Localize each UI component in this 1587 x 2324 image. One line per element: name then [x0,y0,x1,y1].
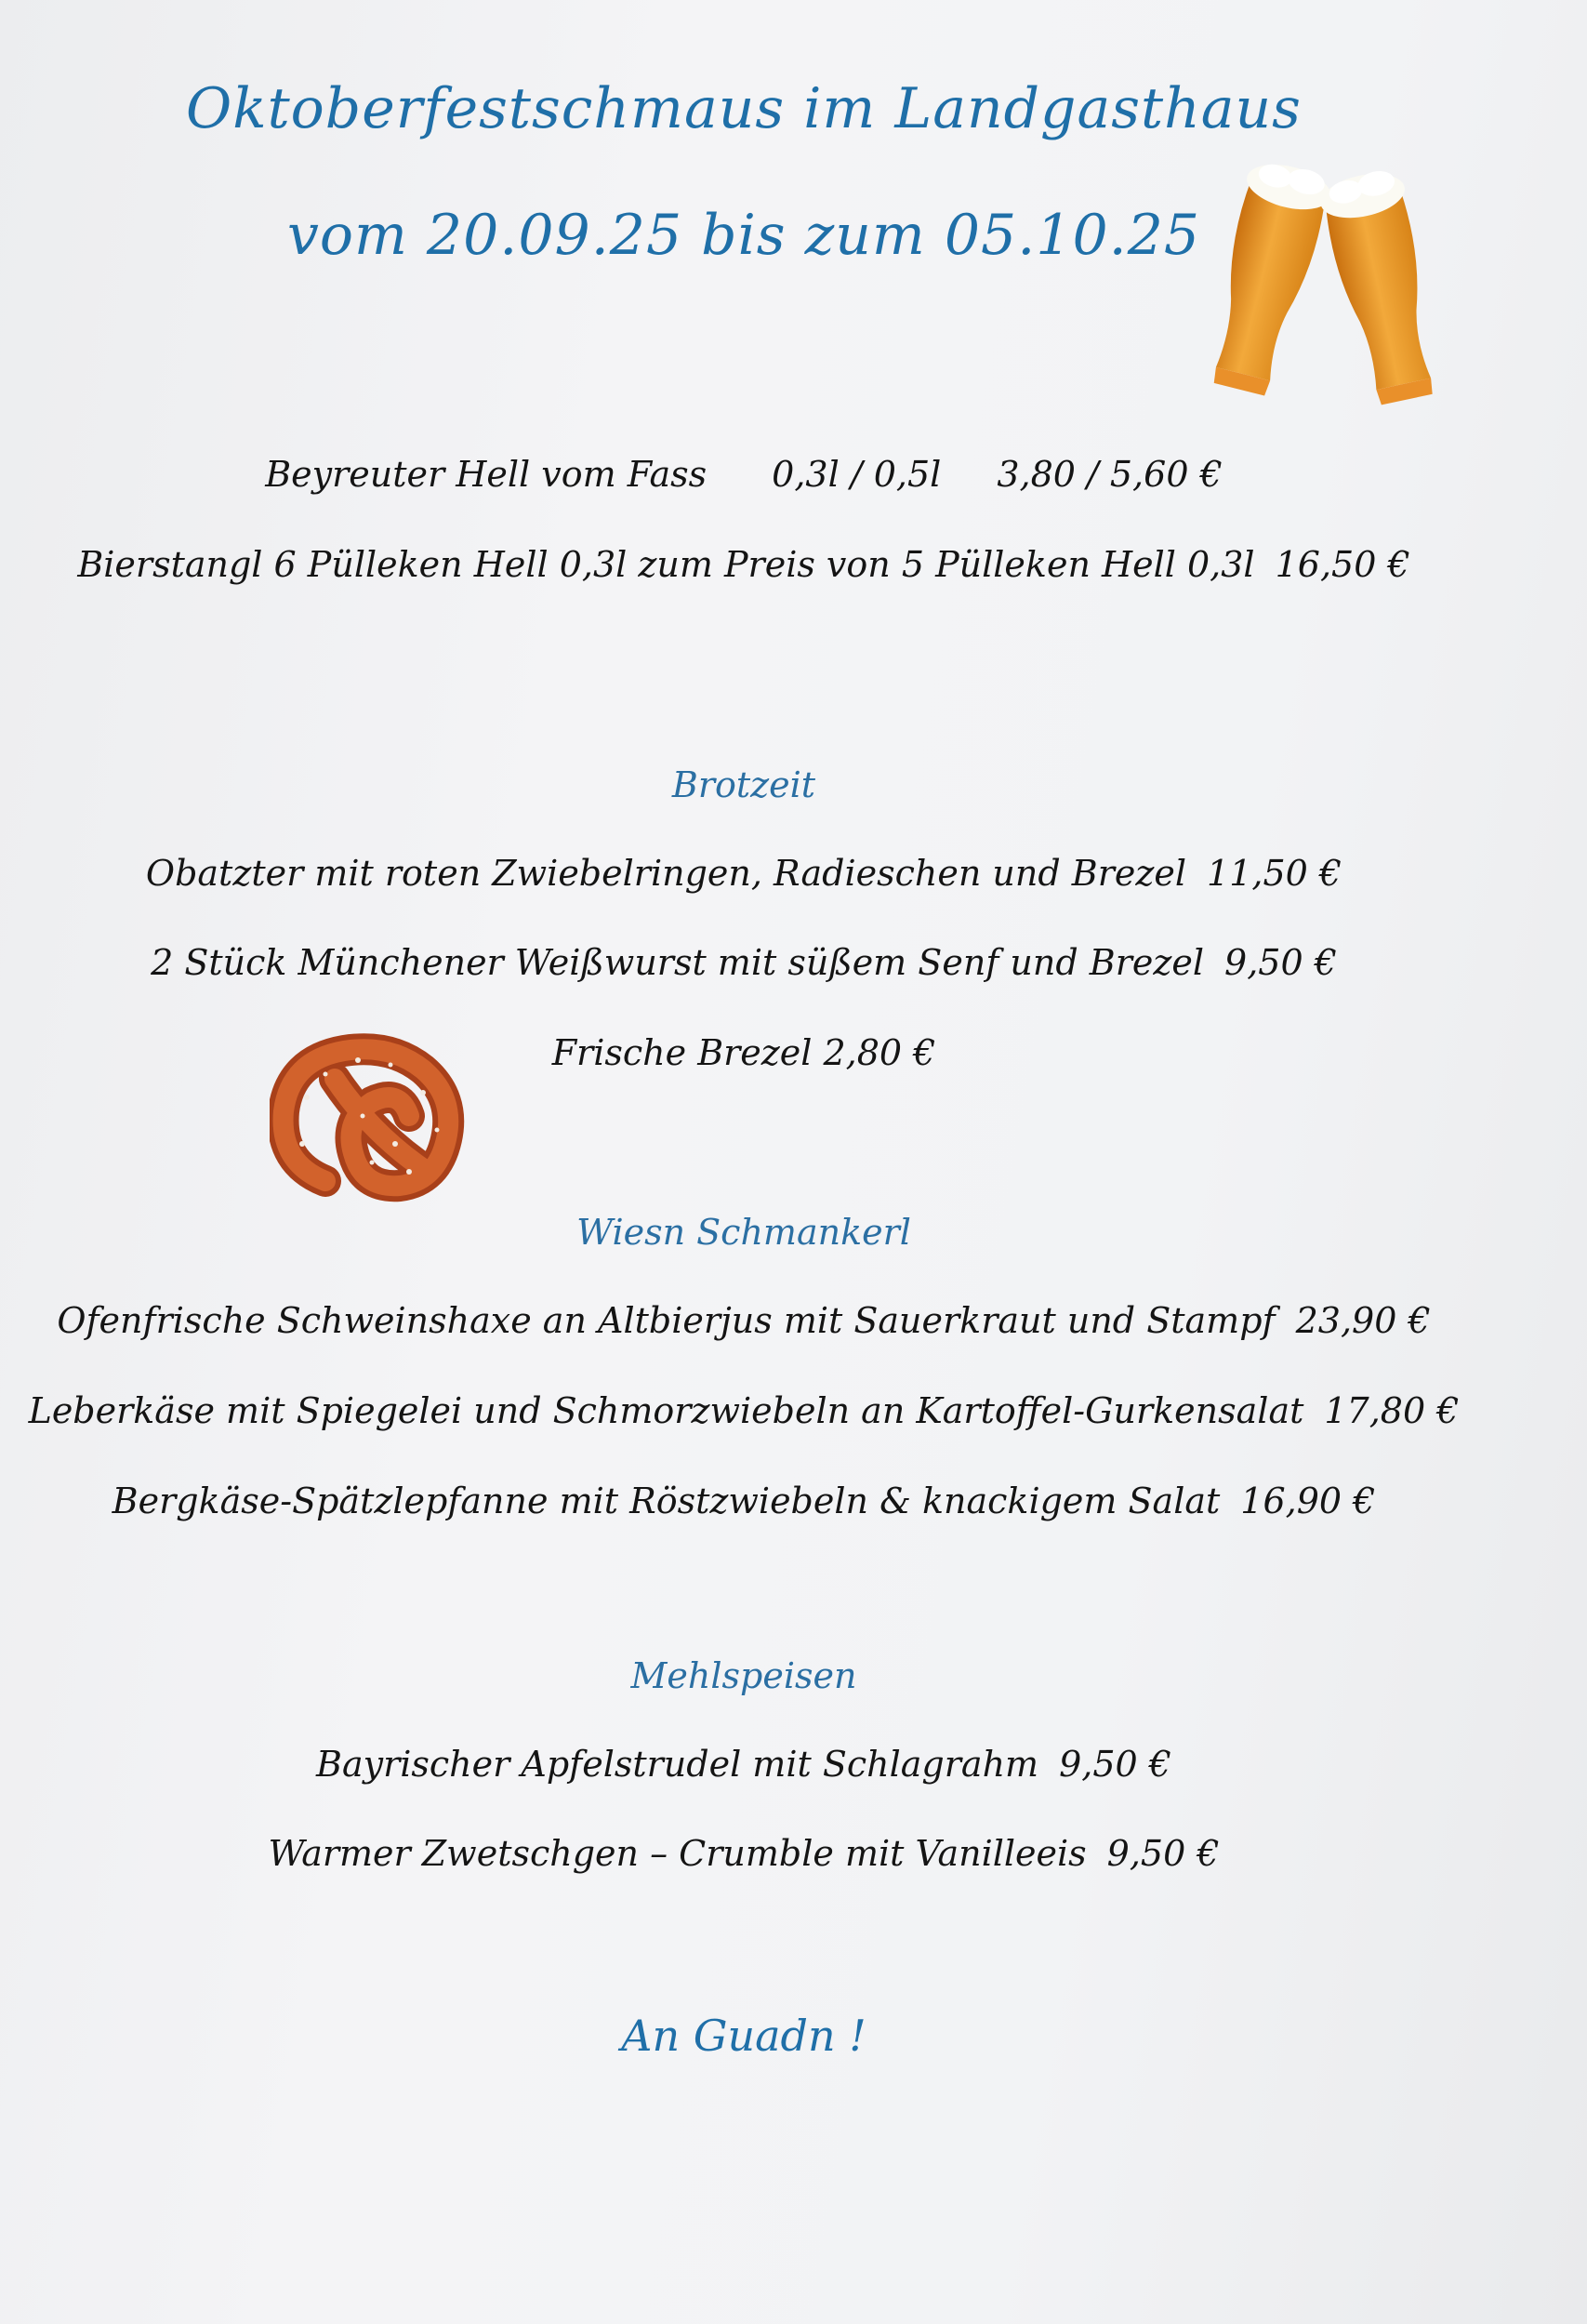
item-price: 11,50 € [1207,853,1342,894]
menu-item [0,853,1488,894]
beer-glasses-icon [1199,149,1460,418]
menu-item [0,1744,1488,1785]
section-heading-brotzeit: Brotzeit [671,764,816,805]
drink-name: Bierstangl 6 Pülleken Hell 0,3l zum Preis von 5 Pülleken Hell 0,3l [77,544,1255,585]
drink-row [0,454,1488,495]
item-name: Bayrischer Apfelstrudel mit Schlagrahm [316,1744,1039,1785]
item-name: Warmer Zwetschgen – Crumble mit Vanilleeis [268,1833,1087,1874]
menu-dates: vom 20.09.25 bis zum 05.10.25 [286,203,1201,268]
menu-title: Oktoberfestschmaus im Landgasthaus [186,76,1302,141]
drink-price: 3,80 / 5,60 € [997,454,1223,495]
item-name: Bergkäse-Spätzlepfanne mit Röstzwiebeln & knackigem Salat [112,1481,1221,1521]
item-name: Frische Brezel [551,1032,813,1073]
menu-item [0,1300,1488,1341]
item-price: 9,50 € [1059,1744,1171,1785]
item-price: 23,90 € [1295,1300,1431,1341]
item-price: 9,50 € [1106,1833,1220,1874]
menu-item [0,1833,1488,1874]
item-name: Obatzter mit roten Zwiebelringen, Radieschen und Brezel [145,853,1187,894]
drink-name: Beyreuter Hell vom Fass [265,454,708,495]
item-price: 16,90 € [1240,1481,1376,1521]
pretzel-icon [270,1023,465,1209]
item-price: 2,80 € [823,1032,936,1073]
item-price: 9,50 € [1224,942,1337,983]
menu-item [0,1481,1488,1521]
item-name: 2 Stück Münchener Weißwurst mit süßem Senf und Brezel [151,942,1205,983]
section-heading-wiesn-schmankerl: Wiesn Schmankerl [576,1212,911,1253]
menu-item [0,1390,1488,1431]
item-name: Leberkäse mit Spiegelei und Schmorzwiebeln an Kartoffel-Gurkensalat [28,1390,1304,1431]
drink-size: 0,3l / 0,5l [772,454,942,495]
menu-item [0,942,1488,983]
section-heading-mehlspeisen: Mehlspeisen [630,1655,857,1696]
item-price: 17,80 € [1324,1390,1460,1431]
closing-greeting: An Guadn ! [621,2011,866,2061]
menu-item [0,1032,1488,1073]
drink-row [0,544,1488,585]
drink-price: 16,50 € [1275,544,1410,585]
item-name: Ofenfrische Schweinshaxe an Altbierjus mit Sauerkraut und Stampf [57,1300,1276,1341]
